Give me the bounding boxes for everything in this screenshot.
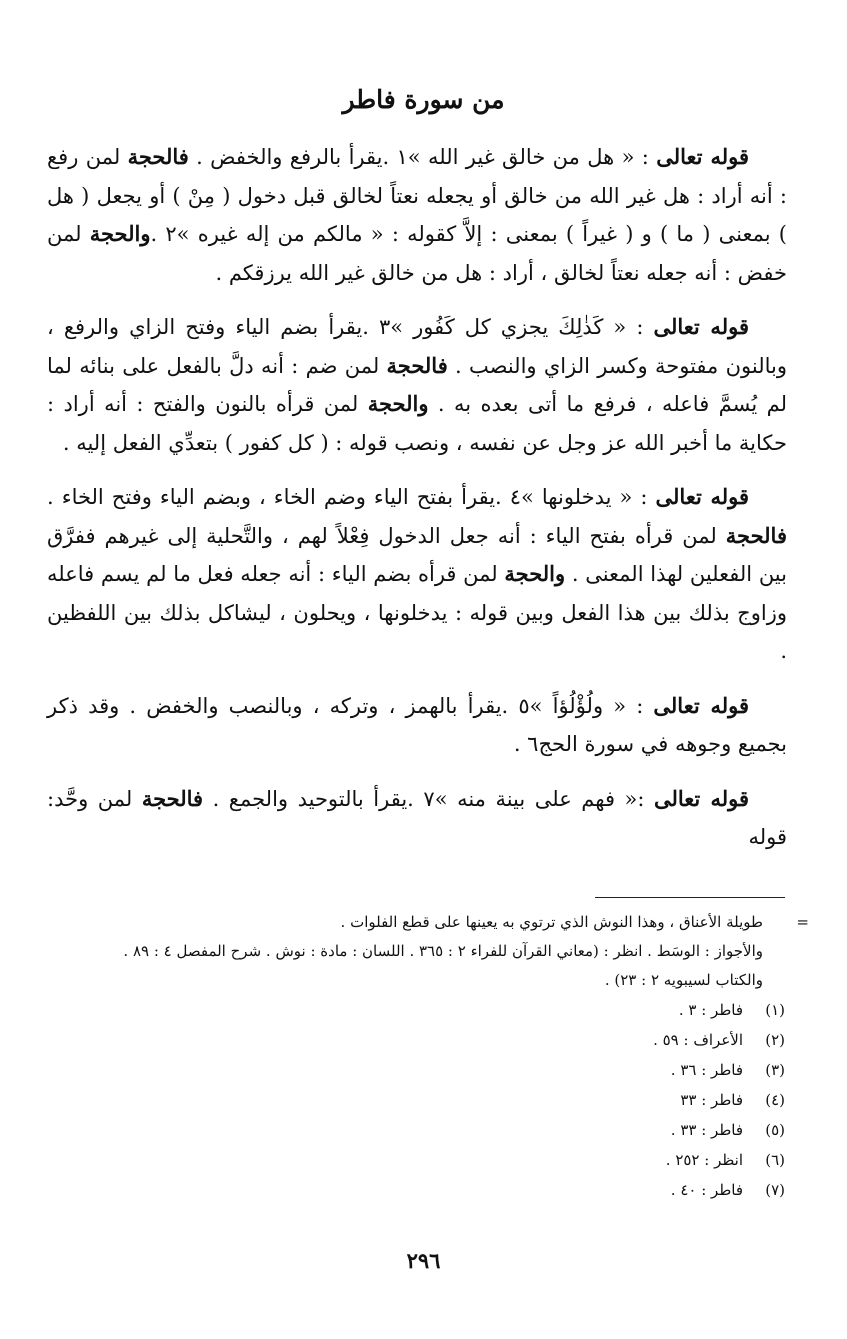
bold-term: قوله تعالى [656, 144, 749, 169]
footnote-number: (١) [765, 1001, 785, 1019]
bold-term: قوله تعالى [654, 785, 749, 811]
footnote-list [45, 995, 785, 1205]
footnote-text: انظر : ٢٥٢ . [665, 1151, 743, 1169]
footnote [45, 1055, 785, 1085]
footnote [45, 1145, 785, 1175]
text-run: لمن رفع : أنه أراد : هل غير الله من خالق أو يجعله نعتاً لخالق قبل دخول ( مِنْ ) أو يجعل ( هل ) بمعنى ( ما ) و ( غيراً ) بمعنى : إلاَّ كقوله : « مالكم من إله غيره »٢ . [47, 145, 787, 246]
continued-note [45, 908, 809, 995]
footnote-number: (٢) [765, 1031, 785, 1049]
text-run: : « كَذٰلِكَ يجزي كل كَفُور »٣ .يقرأ بضم الياء وفتح الزاي والرفع ، وبالنون مفتوحة وكسر الزاي والنصب . [47, 315, 787, 378]
footnote-text: فاطر : ٤٠ . [670, 1181, 743, 1199]
main-text [47, 138, 787, 873]
paragraph [47, 780, 787, 857]
page-title: من سورة فاطر [342, 85, 505, 114]
footnote [45, 1025, 785, 1055]
footnote-text: فاطر : ٣٣ [680, 1091, 743, 1109]
bold-term: والحجة [367, 391, 429, 416]
text-run: لمن خفض : أنه جعله نعتاً لخالق ، أراد : هل من خالق غير الله يرزقكم . [47, 222, 787, 285]
text-run: :« فهم على بينة منه »٧ .يقرأ بالتوحيد والجمع . [203, 786, 654, 811]
bold-term: والحجة [504, 561, 566, 586]
bold-term: فالحجة [127, 144, 189, 169]
footnote [45, 995, 785, 1025]
footnote-number: (٧) [765, 1181, 785, 1199]
footnote [45, 1175, 785, 1205]
paragraph [47, 478, 787, 671]
bold-term: فالحجة [141, 785, 204, 811]
continuation-marker: = [796, 913, 809, 931]
note-line: والكتاب لسيبويه ٢ : ٢٣) . [604, 971, 763, 989]
page-number: ٢٩٦ [406, 1248, 441, 1273]
footnote-number: (٤) [765, 1091, 785, 1109]
footnote-text: فاطر : ٣ . [678, 1001, 743, 1019]
paragraph [47, 308, 787, 462]
bold-term: والحجة [89, 221, 151, 246]
footnote-text: فاطر : ٣٣ . [670, 1121, 743, 1139]
text-run: : « يدخلونها »٤ .يقرأ بفتح الياء وضم الخاء ، وبضم الياء وفتح الخاء . [47, 485, 656, 509]
note-line: والأجواز : الوسَط . انظر : (معاني القرآن للفراء ٢ : ٣٦٥ . اللسان : مادة : نوش . شرح المفصل ٤ : ٨٩ . [123, 942, 763, 960]
footnotes-section [45, 908, 809, 1205]
text-run: : « ولُؤْلُؤاً »٥ .يقرأ بالهمز ، وتركه ، وبالنصب والخفض . وقد ذكر بجميع وجوهه في سورة الحج٦ . [47, 693, 787, 756]
text-run: لمن قرأه بالنون والفتح : أنه أراد : حكاية ما أخبر الله عز وجل عن نفسه ، ونصب قوله : ( كل كفور ) بتعدِّي الفعل إليه . [47, 392, 787, 455]
paragraph [47, 687, 787, 764]
footnote-number: (٣) [765, 1061, 785, 1079]
paragraph [47, 138, 787, 292]
footnote-text: فاطر : ٣٦ . [670, 1061, 743, 1079]
footnote-number: (٦) [765, 1151, 785, 1169]
text-run: لمن قرأه بضم الياء : أنه جعله فعل ما لم يسم فاعله وزاوج بذلك بين هذا الفعل وبين قوله : يدخلونها ، ويحلون ، ليشاكل بذلك بين اللفظين . [47, 562, 787, 663]
footnote-separator [595, 897, 785, 898]
bold-term: قوله تعالى [653, 314, 749, 339]
footnote [45, 1085, 785, 1115]
bold-term: قوله تعالى [655, 484, 750, 509]
footnote [45, 1115, 785, 1145]
footnote-number: (٥) [765, 1121, 785, 1139]
bold-term: فالحجة [386, 352, 448, 378]
note-line: طويلة الأعناق ، وهذا النوش الذي ترتوي به يعينها على قطع الفلوات . [340, 913, 763, 931]
text-run: لمن وحَّد: قوله [47, 786, 787, 849]
bold-term: فالحجة [725, 522, 787, 548]
text-run: لمن ضم : أنه دلَّ بالفعل على بنائه لما لم يُسمَّ فاعله ، فرفع ما أتى بعده به . [47, 353, 788, 416]
text-run: : « هل من خالق غير الله »١ .يقرأ بالرفع والخفض . [188, 145, 657, 169]
text-run: لمن قرأه بفتح الياء : أنه جعل الدخول فِعْلاً لهم ، والتَّحلية إلى غيرهم ففرَّق بين الفعلين لهذا المعنى . [47, 523, 787, 586]
footnote-text: الأعراف : ٥٩ . [653, 1031, 743, 1049]
bold-term: قوله تعالى [653, 692, 749, 718]
